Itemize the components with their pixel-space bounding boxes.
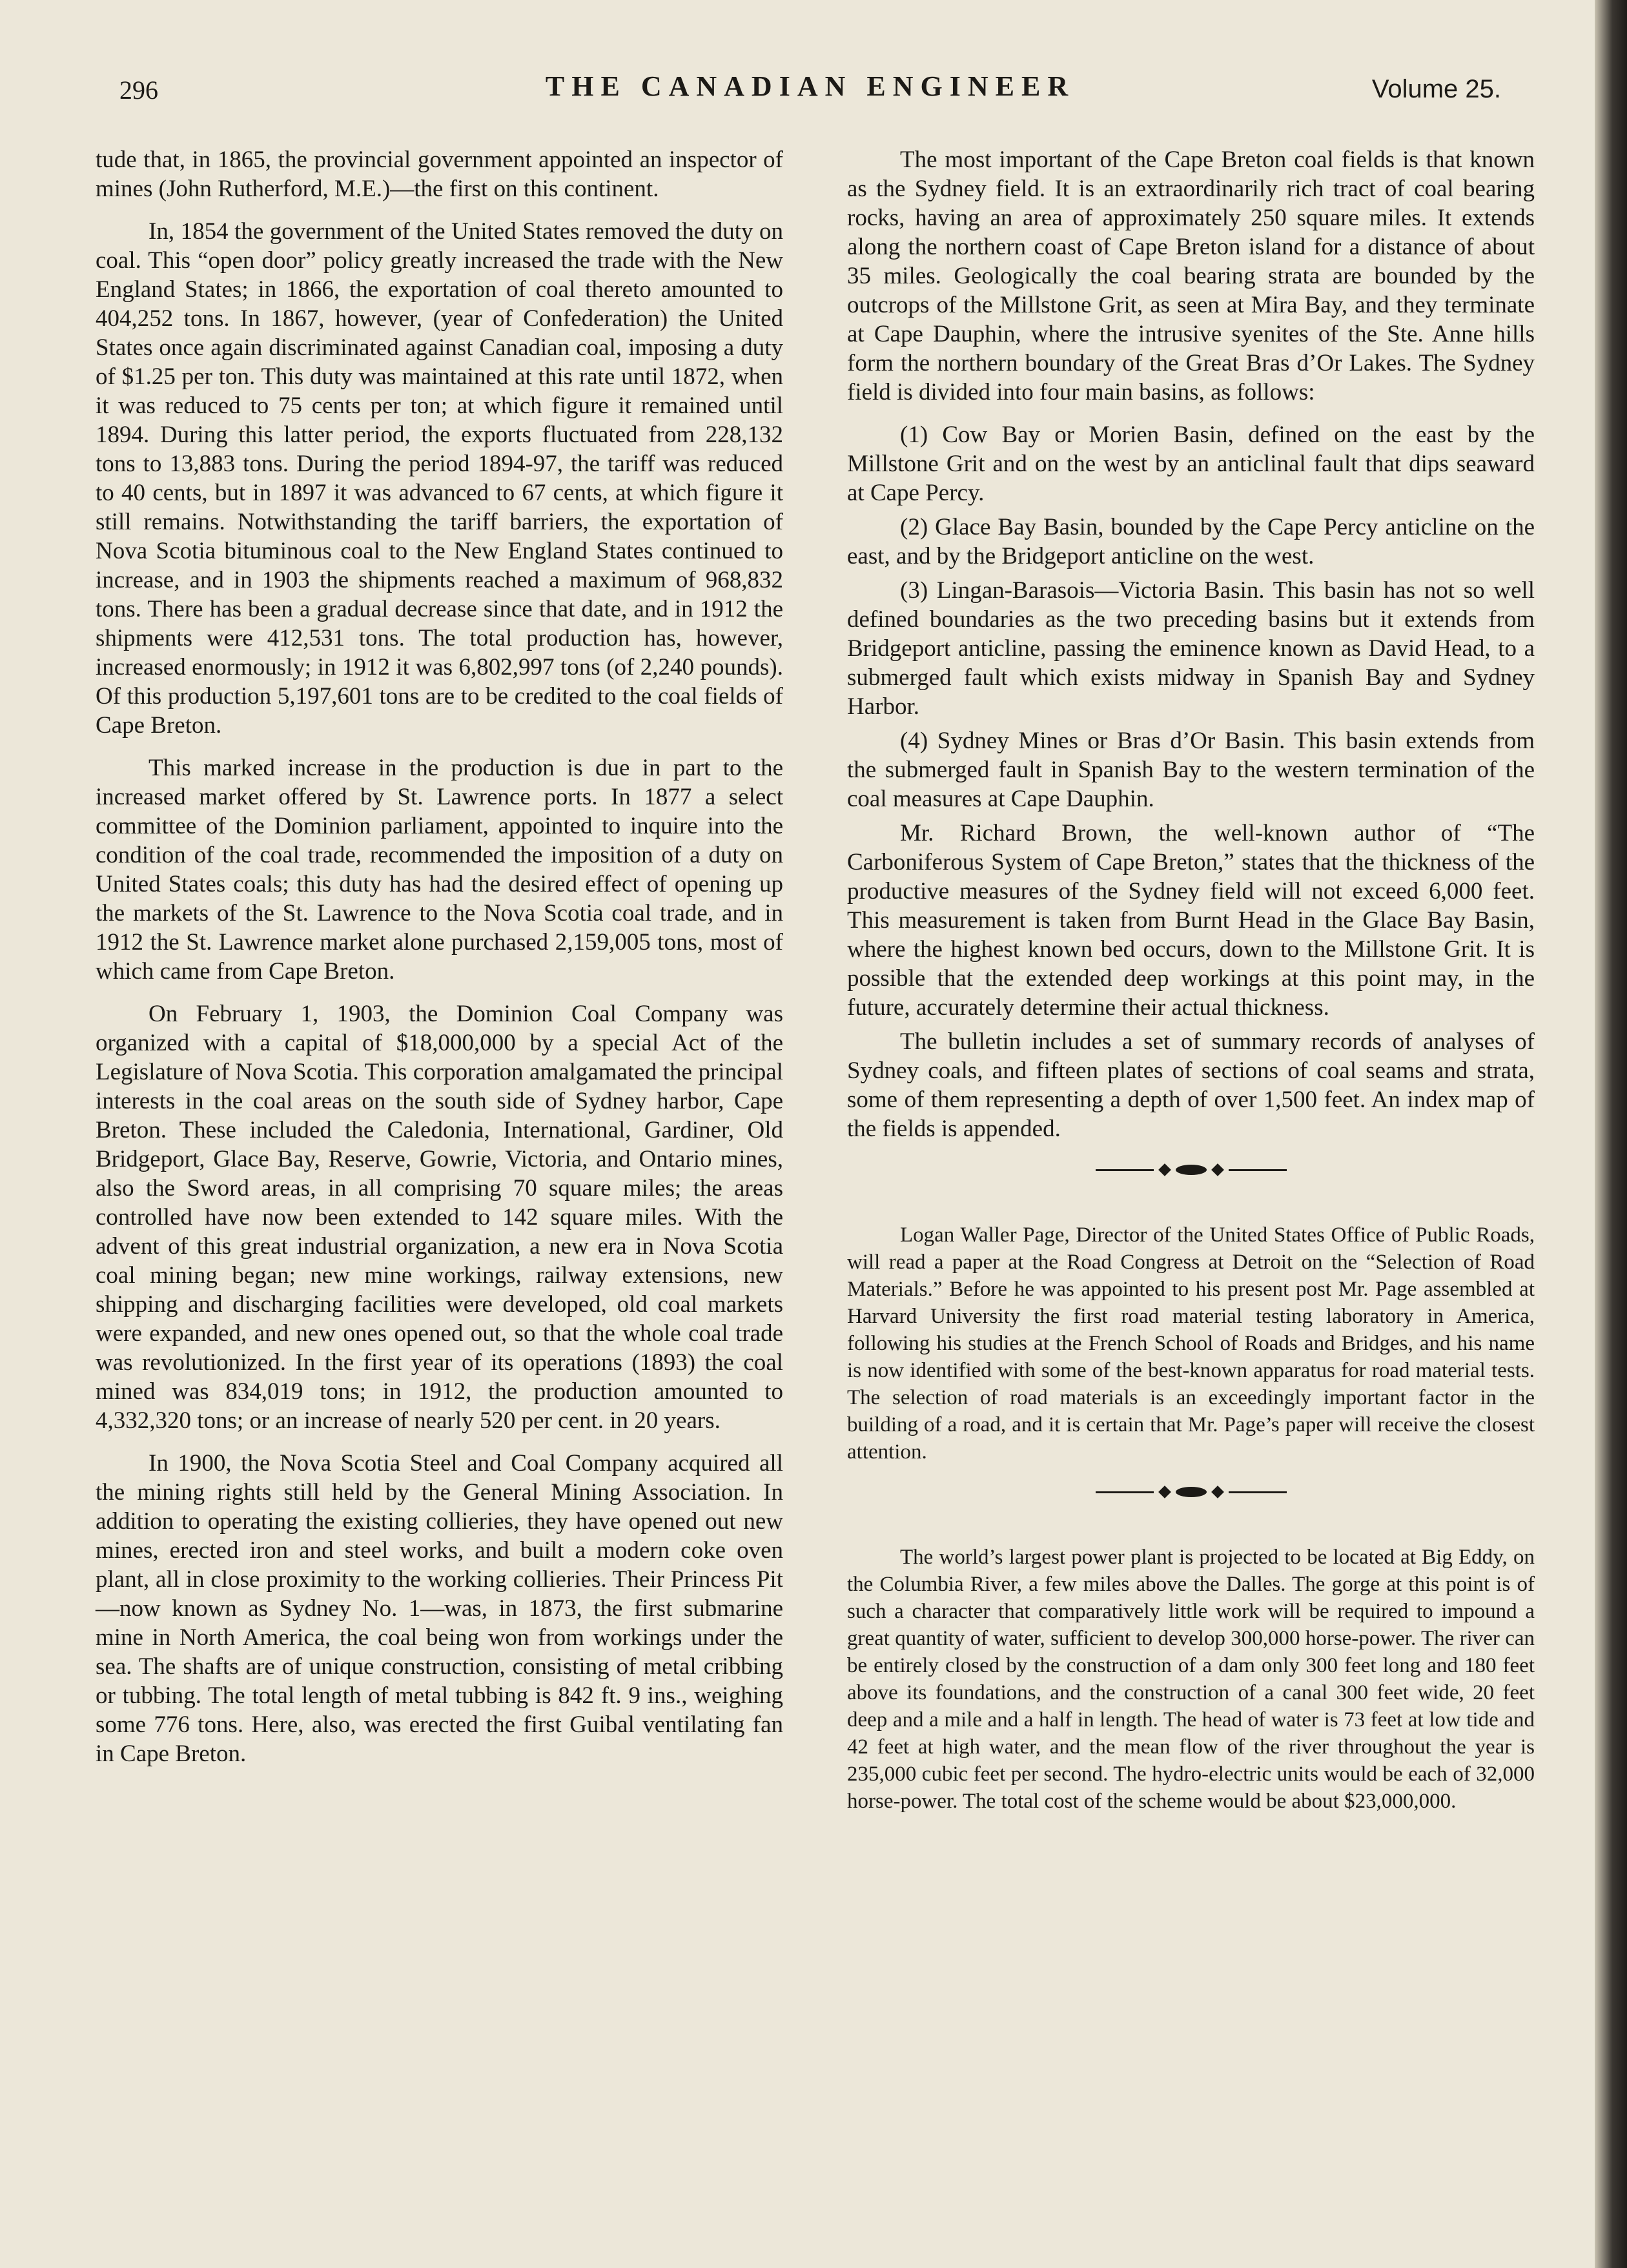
right-column: [847, 145, 1535, 1828]
basin-item: (1) Cow Bay or Morien Basin, defined on the east by the Millstone Grit and on the west by an anticlinal fault that dips seaward at Cape Percy.: [847, 422, 1535, 506]
section-ornament: [847, 1479, 1535, 1505]
paragraph: tude that, in 1865, the provincial government appointed an inspector of mines (John Rutherford, M.E.)—the first on this continent.: [96, 147, 783, 202]
paragraph: The most important of the Cape Breton coal fields is that known as the Sydney field. It is an extraordinarily rich tract of coal bearing rocks, having an area of approximately 250 square miles. It extends along the northern coast of Cape Breton island for a distance of about 35 miles. Geologically the coal bearing strata are bounded by the outcrops of the Millstone Grit, as seen at Mira Bay, and they terminate at Cape Dauphin, where the intrusive syenites of the Ste. Anne hills form the northern boundary of the Great Bras d’Or Lakes. The Sydney field is divided into four main basins, as follows:: [847, 147, 1535, 405]
paragraph: Mr. Richard Brown, the well-known author of “The Carboniferous System of Cape Breton,” states that the thickness of the productive measures of the Sydney field will not exceed 6,000 feet. This measurement is taken from Burnt Head in the Glace Bay Basin, where the highest known bed occurs, down to the Millstone Grit. It is possible that the extended deep workings at this point may, in the future, accurately determine their actual thickness.: [847, 820, 1535, 1021]
basin-item: (2) Glace Bay Basin, bounded by the Cape Percy anticline on the east, and by the Bridgeport anticline on the west.: [847, 514, 1535, 569]
paragraph: On February 1, 1903, the Dominion Coal Company was organized with a capital of $18,000,000 by a special Act of the Legislature of Nova Scotia. This corporation amalgamated the principal interests in the coal areas on the south side of Sydney harbor, Cape Breton. These included the Caledonia, International, Gardiner, Old Bridgeport, Glace Bay, Reserve, Gowrie, Victoria, and Ontario mines, also the Sword areas, in all comprising 70 square miles; the areas controlled have now been extended to 142 square miles. With the advent of this great industrial organization, a new era in Nova Scotia coal mining began; new mine workings, railway extensions, new shipping and discharging facilities were developed, old coal markets were expanded, and new ones opened out, so that the whole coal trade was revolutionized. In the first year of its operations (1893) the coal mined was 834,019 tons; in 1912, the production amounted to 4,332,320 tons; or an increase of nearly 520 per cent. in 20 years.: [96, 1001, 783, 1434]
news-notice: The world’s largest power plant is projected to be located at Big Eddy, on the Columbia River, a few miles above the Dalles. The gorge at this point is of such a character that comparatively little work will be required to impound a great quantity of water, sufficient to develop 300,000 horse-power. The river can be entirely closed by the construction of a dam only 300 feet long and 180 feet above its foundations, and the construction of a canal 300 feet wide, 20 feet deep and a mile and a half in length. The head of water is 73 feet at low tide and 42 feet at high water, and the mean flow of the river throughout the year is 235,000 cubic feet per second. The hydro-electric units would be each of 32,000 horse-power. The total cost of the scheme would be about $23,000,000.: [847, 1546, 1535, 1813]
page-edge-shadow: [1595, 0, 1627, 2268]
journal-title: THE CANADIAN ENGINEER: [545, 70, 1076, 102]
page-number: 296: [119, 76, 158, 105]
volume-label: Volume 25.: [1371, 75, 1501, 103]
basin-item: (4) Sydney Mines or Bras d’Or Basin. This basin extends from the submerged fault in Spanish Bay to the western termination of the coal measures at Cape Dauphin.: [847, 728, 1535, 812]
paragraph: In, 1854 the government of the United States removed the duty on coal. This “open door” policy greatly increased the trade with the New England States; in 1866, the exportation of coal thereto amounted to 404,252 tons. In 1867, however, (year of Confederation) the United States once again discriminated against Canadian coal, imposing a duty of $1.25 per ton. This duty was maintained at this rate until 1872, when it was reduced to 75 cents per ton; at which figure it remained until 1894. During this latter period, the exports fluctuated from 228,132 tons to 13,883 tons. During the period 1894-97, the tariff was reduced to 40 cents, but in 1897 it was advanced to 67 cents, at which figure it still remains. Notwithstanding the tariff barriers, the exportation of Nova Scotia bituminous coal to the New England States continued to increase, and in 1903 the shipments reached a maximum of 968,832 tons. There has been a gradual decrease since that date, and in 1912 the shipments were 412,531 tons. The total production has, however, increased enormously; in 1912 it was 6,802,997 tons (of 2,240 pounds). Of this production 5,197,601 tons are to be credited to the coal fields of Cape Breton.: [96, 218, 783, 739]
left-column: [96, 145, 783, 1782]
page-header: [119, 70, 1501, 108]
paragraph: This marked increase in the production is due in part to the increased market offered by St. Lawrence ports. In 1877 a select committee of the Dominion parliament, appointed to inquire into the condition of the coal trade, recommended the imposition of a duty on United States coals; this duty has had the desired effect of opening up the markets of the St. Lawrence to the Nova Scotia coal trade, and in 1912 the St. Lawrence market alone purchased 2,159,005 tons, most of which came from Cape Breton.: [96, 755, 783, 985]
news-notice: Logan Waller Page, Director of the United States Office of Public Roads, will read a paper at the Road Congress at Detroit on the “Selection of Road Materials.” Before he was appointed to his present post Mr. Page assembled at Harvard University the first road material testing laboratory in America, following his studies at the French School of Roads and Bridges, and his name is now identified with some of the best-known apparatus for road material tests. The selection of road materials is an exceedingly important factor in the building of a road, and it is certain that Mr. Page’s paper will receive the closest attention.: [847, 1223, 1535, 1464]
paragraph: The bulletin includes a set of summary records of analyses of Sydney coals, and fifteen plates of sections of coal seams and strata, some of them representing a depth of over 1,500 feet. An index map of the fields is appended.: [847, 1028, 1535, 1142]
section-ornament: [847, 1157, 1535, 1183]
basin-item: (3) Lingan-Barasois—Victoria Basin. This basin has not so well defined boundaries as the two preceding basins but it extends from Bridgeport anticline, passing the eminence known as David Head, to a submerged fault which exists midway in Spanish Bay and Sydney Harbor.: [847, 577, 1535, 720]
paragraph: In 1900, the Nova Scotia Steel and Coal Company acquired all the mining rights still held by the General Mining Association. In addition to operating the existing collieries, they have opened out new mines, erected iron and steel works, and built a modern coke oven plant, all in close proximity to the working collieries. Their Princess Pit—now known as Sydney No. 1—was, in 1873, the first submarine mine in North America, the coal being won from workings under the sea. The shafts are of unique construction, consisting of metal cribbing or tubbing. The total length of metal tubbing is 842 ft. 9 ins., weighing some 776 tons. Here, also, was erected the first Guibal ventilating fan in Cape Breton.: [96, 1450, 783, 1767]
